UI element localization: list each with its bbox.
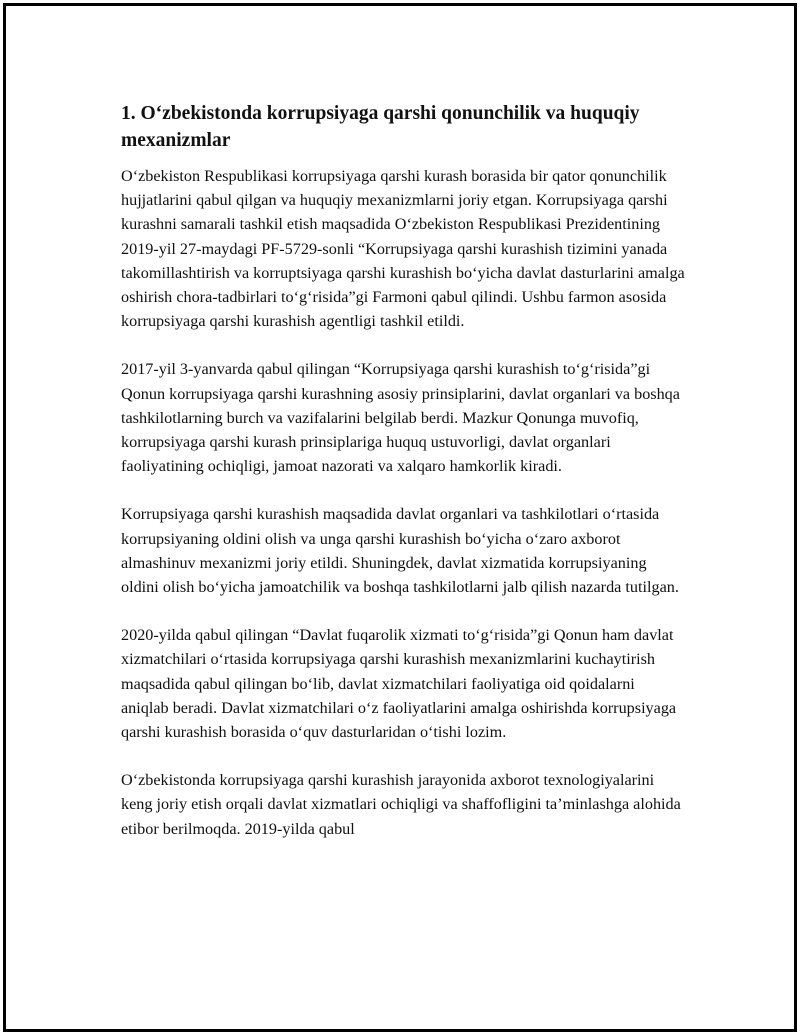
paragraph-2: 2017-yil 3-yanvarda qabul qilingan “Korrupsiyaga qarshi kurashish to‘g‘risida”gi Qonun korrupsiyaga qarshi kurashning asosiy prinsiplarini, davlat organlari va boshqa tashkilotlarning burch va vazifalarini belgilab berdi. Mazkur Qonunga muvofiq, korrupsiyaga qarshi kurash prinsiplariga huquq ustuvorligi, davlat organlari faoliyatining ochiqligi, jamoat nazorati va xalqaro hamkorlik kiradi. (121, 360, 680, 476)
paragraph-3: Korrupsiyaga qarshi kurashish maqsadida davlat organlari va tashkilotlari o‘rtasida korrupsiyaning oldini olish va unga qarshi kurashish bo‘yicha o‘zaro axborot almashinuv mexanizmi joriy etildi. Shuningdek, davlat xizmatida korrupsiyaning oldini olish bo‘yicha jamoatchilik va boshqa tashkilotlarni jalb qilish nazarda tutilgan. (121, 505, 679, 597)
page-frame (3, 3, 797, 1032)
paragraph-1: O‘zbekiston Respublikasi korrupsiyaga qarshi kurash borasida bir qator qonunchilik hujjatlarini qabul qilgan va huquqiy mexanizmlarni joriy etgan. Korrupsiyaga qarshi kurashni samarali tashkil etish maqsadida O‘zbekiston Respublikasi Prezidentining 2019-yil 27-maydagi PF-5729-sonli “Korrupsiyaga qarshi kurashish tizimini yanada takomillashtirish va korruptsiyaga qarshi kurashish bo‘yicha davlat dasturlarini amalga oshirish chora-tadbirlari to‘g‘risida”gi Farmoni qabul qilindi. Ushbu farmon asosida korrupsiyaga qarshi kurashish agentligi tashkil etildi. (121, 167, 685, 331)
section-heading: 1. O‘zbekistonda korrupsiyaga qarshi qonunchilik va huquqiy mexanizmlar (121, 103, 640, 151)
paragraph-5: O‘zbekistonda korrupsiyaga qarshi kurashish jarayonida axborot texnologiyalarini keng joriy etish orqali davlat xizmatlari ochiqligi va shaffofligini ta’minlashga alohida etibor berilmoqda. 2019-yilda qabul (121, 771, 681, 838)
paragraph-4: 2020-yilda qabul qilingan “Davlat fuqarolik xizmati to‘g‘risida”gi Qonun ham davlat xizmatchilari o‘rtasida korrupsiyaga qarshi kurashish mexanizmlarini kuchaytirish maqsadida qabul qilingan bo‘lib, davlat xizmatchilari faoliyatiga oid qoidalarni aniqlab beradi. Davlat xizmatchilari o‘z faoliyatlarini amalga oshirishda korrupsiyaga qarshi kurashish borasida o‘quv dasturlaridan o‘tishi lozim. (121, 626, 677, 742)
document-body (121, 100, 686, 841)
